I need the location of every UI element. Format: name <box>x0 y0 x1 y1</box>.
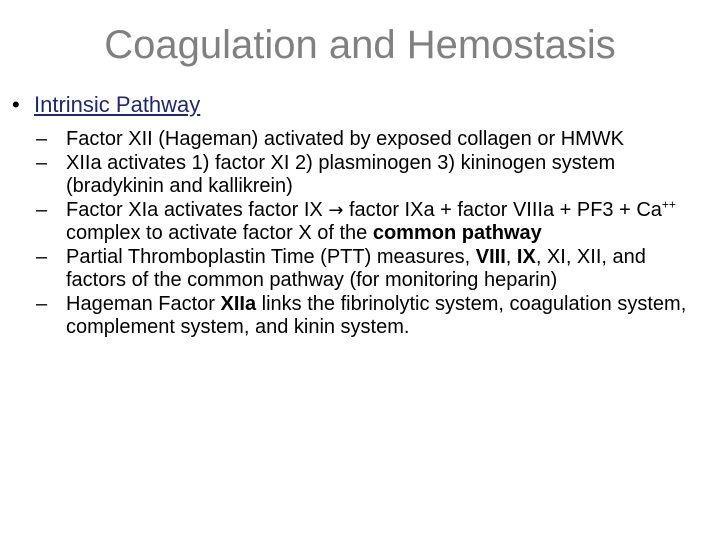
bullet-label: Intrinsic Pathway <box>34 92 201 117</box>
sub-bullet-text-part: complex to activate factor X of the <box>66 222 373 244</box>
bullet-intrinsic-pathway <box>12 91 200 119</box>
sub-bullet-text-part: Hageman Factor <box>66 292 221 315</box>
sub-bullet-factor-xii <box>36 128 706 152</box>
sub-bullet-text-part: Partial Thromboplastin Time (PTT) measures, <box>66 245 476 268</box>
right-arrow-icon: → <box>328 199 344 221</box>
slide-title: Coagulation and Hemostasis <box>104 23 616 67</box>
dash-marker: – <box>36 151 48 174</box>
sub-bullet-text-part: , <box>505 245 517 268</box>
bold-term: VIII <box>475 245 506 268</box>
sub-bullet-factor-xia <box>36 196 706 246</box>
sub-bullet-ptt <box>36 246 706 293</box>
bullet-dot: • <box>12 92 20 117</box>
sub-bullet-hageman-factor <box>36 293 706 340</box>
dash-marker: – <box>36 128 48 150</box>
sub-bullet-text-part: Factor XIa activates factor IX <box>66 198 329 221</box>
calcium-charge: ++ <box>661 196 676 211</box>
bold-term: XIIa <box>220 292 257 315</box>
sub-bullet-text: Factor XII (Hageman) activated by exposed collagen or HMWK <box>66 128 625 150</box>
bold-term: common pathway <box>372 222 542 244</box>
bold-term: IX <box>516 245 536 268</box>
sub-bullet-text-part: , XI, XII, and factors of the common pathway (for monitoring heparin) <box>66 245 646 291</box>
dash-marker: – <box>36 292 48 315</box>
sub-bullet-list <box>36 128 706 340</box>
dash-marker: – <box>36 198 48 221</box>
sub-bullet-text: XIIa activates 1) factor XI 2) plasminogen 3) kininogen system (bradykinin and kallikrein) <box>66 151 616 197</box>
sub-bullet-text-part: factor IXa + factor VIIIa + PF3 + Ca <box>343 198 662 221</box>
sub-bullet-xiia-activates <box>36 152 706 199</box>
sub-bullet-text-part: links the fibrinolytic system, coagulation system, complement system, and kinin system. <box>66 292 687 338</box>
dash-marker: – <box>36 245 48 268</box>
